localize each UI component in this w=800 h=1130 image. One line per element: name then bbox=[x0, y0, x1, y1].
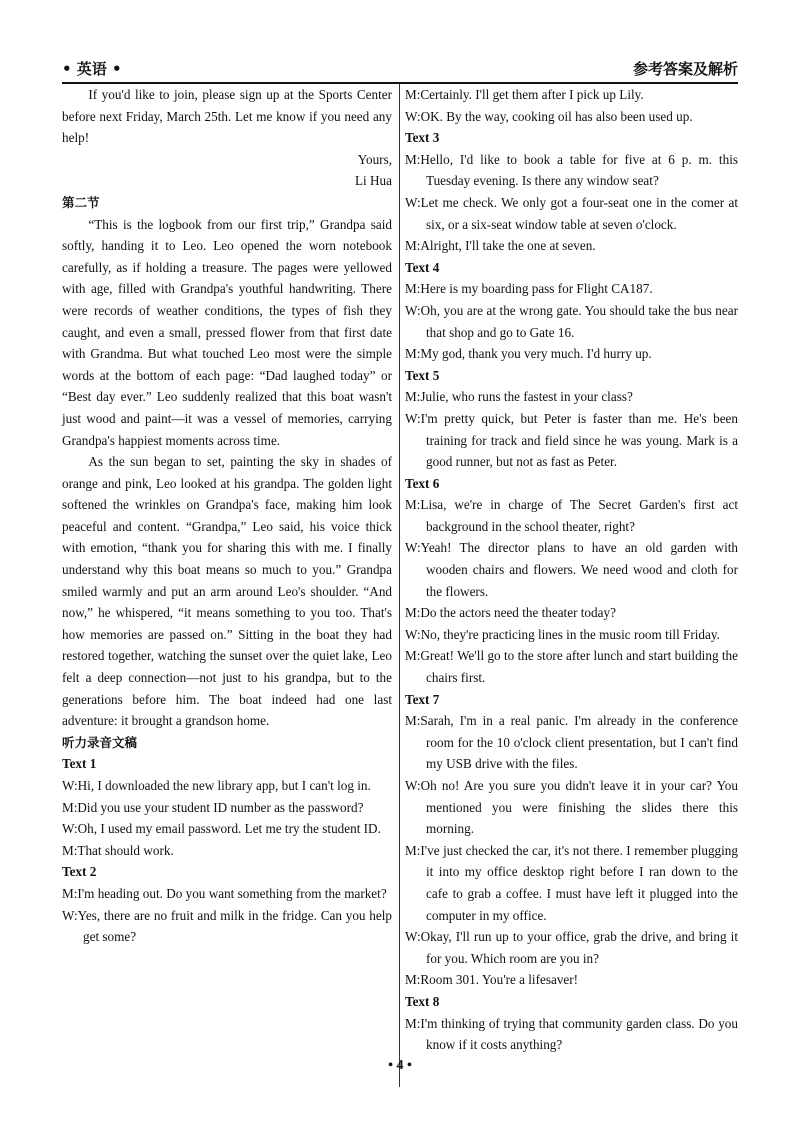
dialogue-line bbox=[405, 926, 738, 969]
dialogue-text: Alright, I'll take the one at seven. bbox=[420, 238, 596, 254]
dialogue-text: Do the actors need the theater today? bbox=[420, 605, 616, 621]
dialogue-line bbox=[405, 84, 738, 106]
letter-paragraph: If you'd like to join, please sign up at the Sports Center before next Friday, March 25th. Let me know if you need any help! bbox=[62, 87, 392, 146]
speaker-label: W: bbox=[405, 302, 421, 318]
dialogue-text: Sarah, I'm in a real panic. I'm already in the conference room for the 10 o'clock client presentation, but I can't find my USB drive with the files. bbox=[420, 713, 738, 772]
dialogue-line bbox=[405, 602, 738, 624]
dialogue-text: Oh, you are at the wrong gate. You should take the bus near that shop and go to Gate 16. bbox=[420, 302, 738, 340]
speaker-label: M: bbox=[62, 842, 78, 858]
dialogue-text: I'm heading out. Do you want something from the market? bbox=[77, 885, 387, 901]
story-paragraph: As the sun began to set, painting the sky in shades of orange and pink, Leo looked at his grandpa. The golden light softened the wrinkles on Grandpa's face, making him look peaceful and content. “Grandpa,” Leo said, his voice thick with emotion, “thank you for sharing this with me. I finally understand why this boat means so much to you.” Grandpa smiled warmly and put an arm around Leo's shoulder. “And now,” he whispered, “it means something to you too. That's how memories are passed on.” Sitting in the boat they had restored together, watching the sunset over the quiet lake, Leo felt a deep connection—not just to his grandpa, but to the generations before him. The boat indeed had one last adventure: it brought a grandson home. bbox=[62, 454, 392, 729]
dialogue-line bbox=[405, 775, 738, 840]
story-paragraph: “This is the logbook from our first trip,” Grandpa said softly, handing it to Leo. Leo opened the worn notebook carefully, as if holding a treasure. The pages were yellowed with age, filled with Grandpa's youthful handwriting. There were records of weather conditions, the types of fish they caught, and even a small, pressed flower from that first date with Grandma. But what touched Leo most were the simple words at the bottom of each page: “Dad laughed today” or “Best day ever.” Leo suddenly realized that this boat wasn't just wood and paint—it was a vessel of memories, carrying Grandpa's happiest moments across time. bbox=[62, 216, 392, 448]
right-column bbox=[405, 84, 738, 1056]
text-label: Text 4 bbox=[405, 259, 440, 275]
dialogue-line bbox=[62, 840, 392, 862]
speaker-label: W: bbox=[405, 410, 421, 426]
header-title: 参考答案及解析 bbox=[632, 60, 738, 78]
dialogue-line bbox=[405, 645, 738, 688]
speaker-label: M: bbox=[405, 713, 421, 729]
speaker-label: M: bbox=[62, 885, 78, 901]
speaker-label: W: bbox=[405, 194, 421, 210]
dialogue-text: Great! We'll go to the store after lunch and start building the chairs first. bbox=[420, 648, 738, 686]
speaker-label: M: bbox=[405, 346, 421, 362]
speaker-label: M: bbox=[405, 497, 421, 513]
text-label: Text 7 bbox=[405, 691, 440, 707]
dialogue-line bbox=[405, 343, 738, 365]
speaker-label: M: bbox=[405, 1015, 421, 1031]
subject-label: • 英语 • bbox=[62, 60, 122, 78]
speaker-label: W: bbox=[405, 540, 421, 556]
dialogue-line bbox=[62, 818, 392, 840]
dialogue-text: Let me check. We only got a four-seat one in the comer at six, or a six-seat window table at seven o'clock. bbox=[420, 194, 738, 232]
speaker-label: W: bbox=[62, 821, 78, 837]
dialogue-text: Room 301. You're a lifesaver! bbox=[420, 972, 579, 988]
speaker-label: M: bbox=[62, 799, 78, 815]
column-divider bbox=[399, 84, 400, 1087]
text-label: Text 8 bbox=[405, 993, 440, 1009]
dialogue-line bbox=[405, 624, 738, 646]
text-label: Text 6 bbox=[405, 475, 440, 491]
dialogue-line bbox=[405, 106, 738, 128]
speaker-label: M: bbox=[405, 389, 421, 405]
speaker-label: M: bbox=[405, 151, 421, 167]
dialogue-line bbox=[62, 883, 392, 905]
left-column bbox=[62, 84, 392, 948]
dialogue-line bbox=[405, 969, 738, 991]
dialogue-text: Yeah! The director plans to have an old garden with wooden chairs and flowers. We need wood and cloth for the flowers. bbox=[420, 540, 738, 599]
dialogue-line bbox=[405, 1013, 738, 1056]
text-label: Text 1 bbox=[62, 756, 97, 772]
letter-closing: Yours, bbox=[357, 151, 392, 167]
speaker-label: M: bbox=[405, 972, 421, 988]
dialogue-line bbox=[405, 278, 738, 300]
dialogue-line bbox=[62, 775, 392, 797]
dialogue-text: Certainly. I'll get them after I pick up Lily. bbox=[420, 87, 644, 102]
speaker-label: M: bbox=[405, 605, 421, 621]
speaker-label: W: bbox=[405, 929, 421, 945]
dialogue-line bbox=[405, 537, 738, 602]
speaker-label: W: bbox=[405, 626, 421, 642]
dialogue-text: Hello, I'd like to book a table for five at 6 p. m. this Tuesday evening. Is there any window seat? bbox=[420, 151, 738, 189]
dialogue-text: Okay, I'll run up to your office, grab the drive, and bring it for you. Which room are you in? bbox=[420, 929, 738, 966]
dialogue-text: OK. By the way, cooking oil has also been used up. bbox=[420, 108, 693, 124]
page-number: • 4 • bbox=[388, 1058, 412, 1073]
dialogue-text: That should work. bbox=[77, 842, 174, 858]
speaker-label: M: bbox=[405, 281, 421, 297]
dialogue-text: My god, thank you very much. I'd hurry up. bbox=[420, 346, 652, 362]
speaker-label: M: bbox=[405, 842, 421, 858]
dialogue-line bbox=[62, 905, 392, 948]
speaker-label: W: bbox=[62, 907, 78, 923]
page-header bbox=[62, 58, 738, 80]
dialogue-line bbox=[405, 386, 738, 408]
dialogue-line bbox=[405, 408, 738, 473]
dialogue-text: Hi, I downloaded the new library app, but I can't log in. bbox=[77, 778, 371, 793]
dialogue-line bbox=[405, 192, 738, 235]
dialogue-text: Julie, who runs the fastest in your class? bbox=[420, 389, 633, 405]
section-title: 第二节 bbox=[62, 194, 100, 210]
text-label: Text 5 bbox=[405, 367, 440, 383]
dialogue-text: No, they're practicing lines in the music room till Friday. bbox=[420, 626, 720, 642]
speaker-label: W: bbox=[405, 778, 421, 793]
dialogue-text: I've just checked the car, it's not there. I remember plugging it into my office desktop right before I ran down to the cafe to grab a coffee. I must have left it plugged into the computer in my office. bbox=[420, 842, 738, 923]
dialogue-text: I'm pretty quick, but Peter is faster than me. He's been training for track and field since he was young. Mark is a good runner, but not as fast as Peter. bbox=[420, 410, 738, 470]
dialogue-text: Oh no! Are you sure you didn't leave it in your car? You mentioned you were finishing the slides there this morning. bbox=[420, 778, 738, 837]
speaker-label: M: bbox=[405, 87, 421, 102]
dialogue-text: Here is my boarding pass for Flight CA187. bbox=[420, 281, 653, 297]
text-label: Text 2 bbox=[62, 864, 97, 880]
dialogue-text: I'm thinking of trying that community garden class. Do you know if it costs anything? bbox=[420, 1015, 738, 1053]
dialogue-text: Yes, there are no fruit and milk in the fridge. Can you help get some? bbox=[77, 907, 392, 945]
dialogue-line bbox=[405, 710, 738, 775]
dialogue-line bbox=[62, 797, 392, 819]
dialogue-line bbox=[405, 235, 738, 257]
speaker-label: M: bbox=[405, 648, 421, 664]
dialogue-line bbox=[405, 494, 738, 537]
letter-signature: Li Hua bbox=[355, 173, 392, 189]
dialogue-line bbox=[405, 149, 738, 192]
dialogue-text: Did you use your student ID number as the password? bbox=[77, 799, 364, 815]
speaker-label: W: bbox=[62, 778, 78, 793]
speaker-label: W: bbox=[405, 108, 421, 124]
dialogue-text: Lisa, we're in charge of The Secret Garden's first act background in the school theater, right? bbox=[420, 497, 738, 534]
dialogue-text: Oh, I used my email password. Let me try the student ID. bbox=[77, 821, 381, 837]
dialogue-line bbox=[405, 300, 738, 343]
dialogue-line bbox=[405, 840, 738, 926]
transcript-title: 听力录音文稿 bbox=[62, 734, 138, 750]
text-label: Text 3 bbox=[405, 130, 440, 146]
speaker-label: M: bbox=[405, 238, 421, 254]
